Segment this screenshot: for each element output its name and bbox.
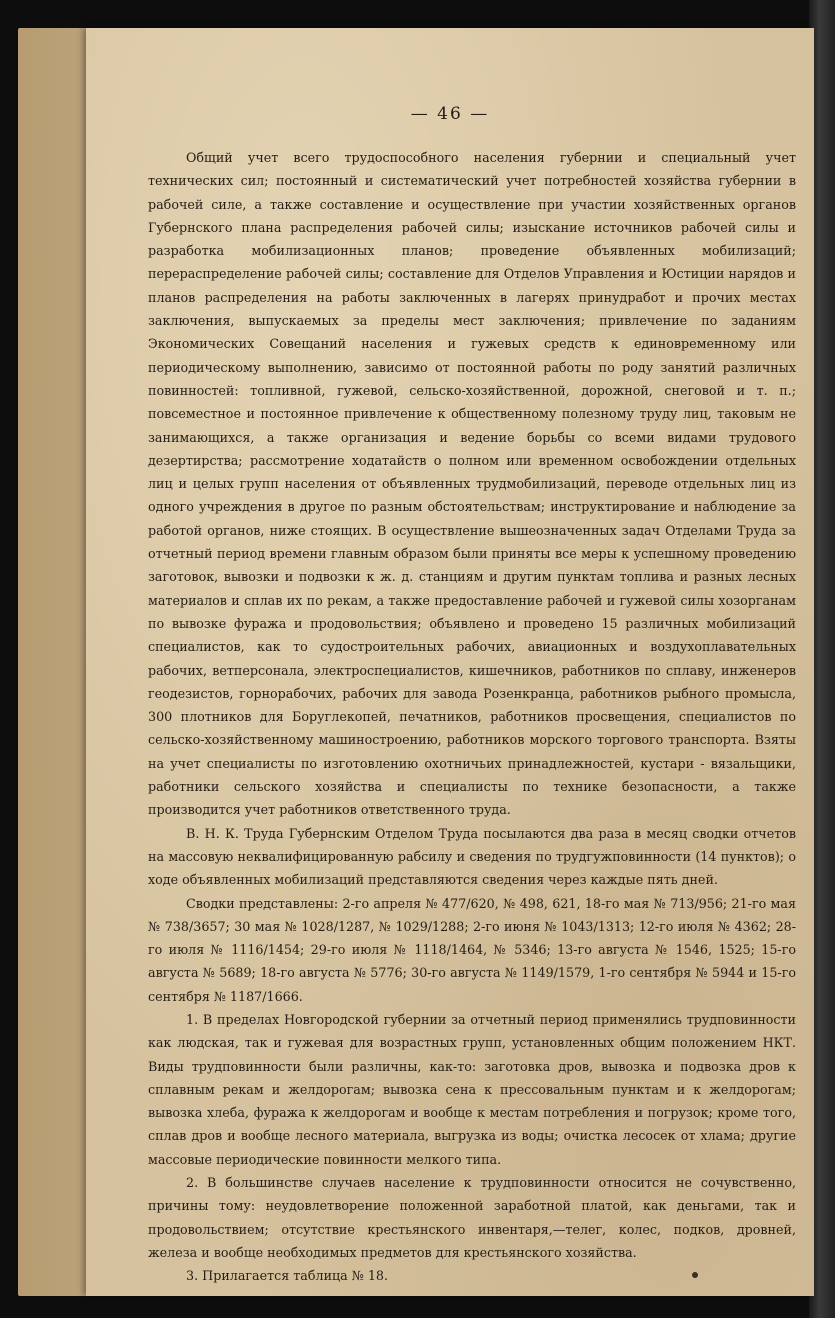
body-text [148, 146, 796, 1288]
paragraph-item-2: 2. В большинстве случаев население к трудповинности относится не сочувственно, причины тому: неудовлетворение положенной заработной платой, как деньгами, так и продовольствием; отсутствие крестьянского инвентаря,—телег, колес, подков, дровней, железа и вообще необходимых предметов для крестьянского хозяйства. [148, 1175, 796, 1260]
paragraph-duties: Общий учет всего трудоспособного населения губернии и специальный учет технических сил; постоянный и систематический учет потребностей хозяйства губернии в рабочей силе, а также составление и осуществление при участии хозяйственных органов Губернского плана распределения рабочей силы; изыскание источников рабочей силы и разработка мобилизационных планов; проведение объявленных мобилизаций; перераспределение рабочей силы; составление для Отделов Управления и Юстиции нарядов и планов распределения на работы заключенных в лагерях принудработ и прочих местах заключения, выпускаемых за пределы мест заключения; привлечение по заданиям Экономических Совещаний населения и гужевых средств к единовременному или периодическому выполнению, зависимо от постоянной работы по роду занятий различных повинностей: топливной, гужевой, сельско-хозяйственной, дорожной, снеговой и т. п.; повсеместное и постоянное привлечение к общественному полезному труду лиц, таковым не занимающихся, а также организация и ведение борьбы со всеми видами трудового дезертирства; рассмотрение ходатайств о полном или временном освобождении отдельных лиц и целых групп населения от объявленных трудмобилизаций, переводе отдельных лиц из одного учреждения в другое по разным обстоятельствам; инструктирование и наблюдение за работой органов, ниже стоящих. В осуществление вышеозначенных задач Отделами Труда за отчетный период времени главным образом были приняты все меры к успешному проведению заготовок, вывозки и подвозки к ж. д. станциям и другим пунктам топлива и разных лесных материалов и сплав их по рекам, а также предоставление рабочей и гужевой силы хозорганам по вывозке фуража и продовольствия; объявлено и проведено 15 различных мобилизаций специалистов, как то судостроительных рабочих, авиационных и воздухоплавательных рабочих, ветперсонала, электроспециалистов, кишечников, работников по сплаву, инженеров геодезистов, горнорабочих, рабочих для завода Розенкранца, работников рыбного промысла, 300 плотников для Боруглекопей, печатников, работников просвещения, специалистов по сельско-хозяйственному машиностроению, работников морского торгового транспорта. Взяты на учет специалисты по изготовлению охотничьих принадлежностей, кустари - вязальщики, работники сельского хозяйства и специалисты по технике безопасности, а также производится учет работников ответственного труда. [148, 150, 796, 818]
ink-spot [692, 1272, 698, 1278]
paragraph-item-3: 3. Прилагается таблица № 18. [186, 1268, 388, 1284]
paragraph-item-1: 1. В пределах Новгородской губернии за отчетный период применялись трудповинности как людская, так и гужевая для возрастных групп, установленных общим положением НКТ. Виды трудповинности были различны, как-то: заготовка дров, вывозка и подвозка дров к сплавным рекам и желдорогам; вывозка сена к прессовальным пунктам и к желдорогам; вывозка хлеба, фуража к желдорогам и вообще к местам потребления и погрузок; кроме того, сплав дров и вообще лесного материала, выгрузка из воды; очистка лесосек от хлама; другие массовые периодические повинности мелкого типа. [148, 1011, 796, 1167]
document-page [86, 28, 814, 1296]
page-number: — 46 — [410, 104, 490, 124]
paragraph-reports: В. Н. К. Труда Губернским Отделом Труда посылаются два раза в месяц сводки отчетов на массовую неквалифицированную рабсилу и сведения по трудгужповинности (14 пунктов); о ходе объявленных мобилизаций представляются сведения через каждые пять дней. [148, 825, 796, 888]
paragraph-summaries: Сводки представлены: 2-го апреля № 477/620, № 498, 621, 18-го мая № 713/956; 21-го мая № 738/3657; 30 мая № 1028/1287, № 1029/1288; 2-го июня № 1043/1313; 12-го июля № 4362; 28-го июля № 1116/1454; 29-го июля № 1118/1464, № 5346; 13-го августа № 1546, 1525; 15-го августа № 5689; 18-го августа № 5776; 30-го августа № 1149/1579, 1-го сентября № 5944 и 15-го сентября № 1187/1666. [148, 895, 796, 1004]
